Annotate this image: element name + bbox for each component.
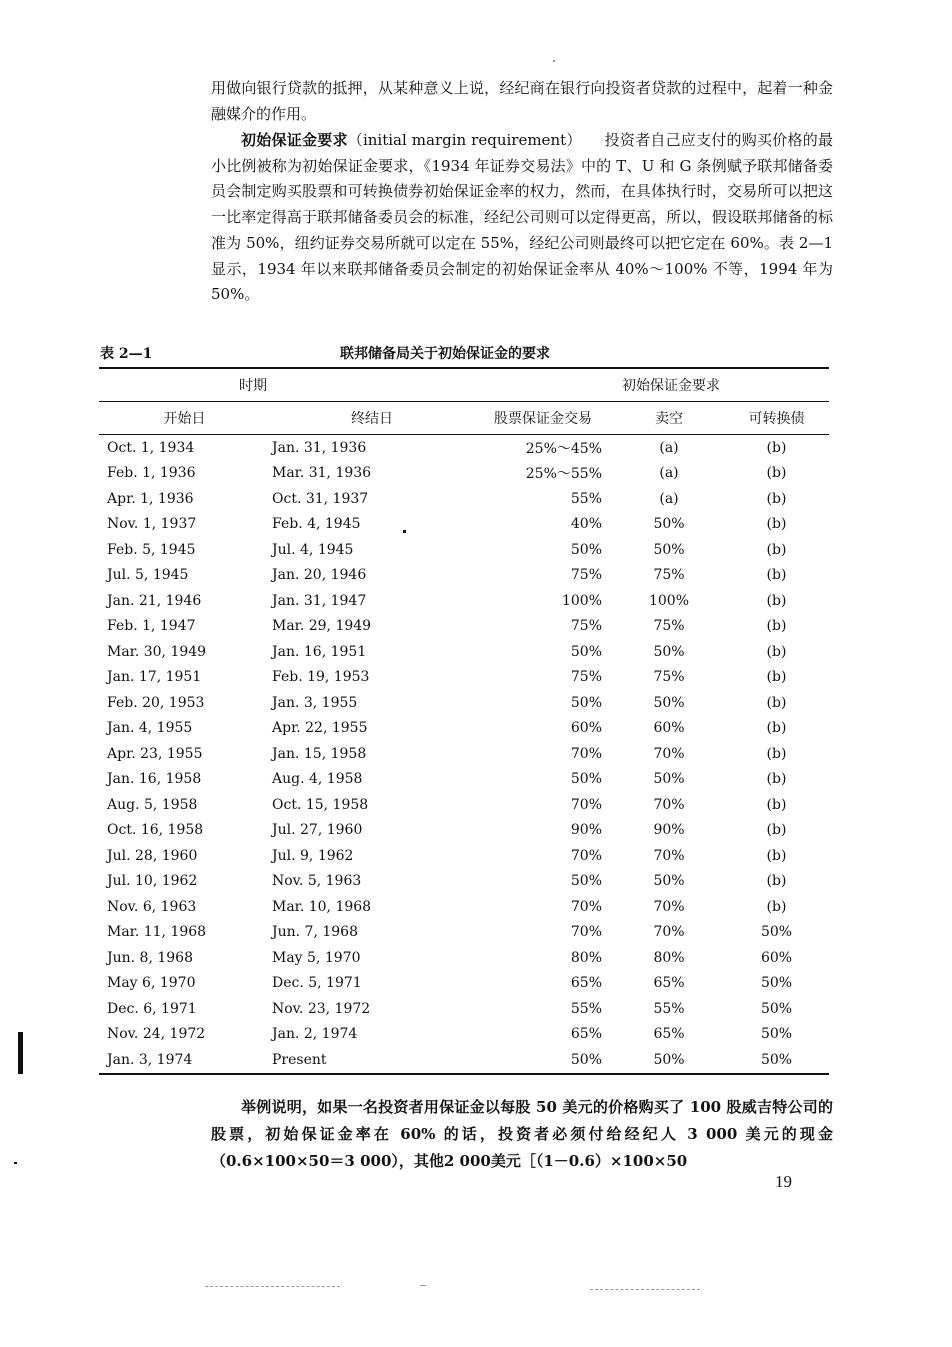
cell-start-date: Nov. 1, 1937 (107, 516, 197, 533)
cell-convertible: (b) (766, 567, 787, 584)
table-row (99, 996, 829, 1022)
column-header-start-date: 开始日 (99, 402, 262, 435)
cell-end-date: May 5, 1970 (272, 949, 361, 966)
table-row (99, 563, 829, 589)
scan-artifact-line (420, 1285, 426, 1287)
cell-margin-stock: 90% (570, 822, 602, 839)
cell-start-date: May 6, 1970 (107, 975, 196, 992)
table-number: 表 2—1 (100, 346, 153, 362)
cell-start-date: Jan. 16, 1958 (107, 771, 202, 788)
cell-end-date: Oct. 15, 1958 (272, 796, 369, 813)
cell-margin-stock: 50% (570, 771, 602, 788)
scan-artifact-bar (18, 1032, 23, 1074)
cell-convertible: 60% (760, 949, 793, 966)
cell-convertible: (b) (766, 694, 787, 711)
cell-end-date: Mar. 10, 1968 (272, 898, 372, 915)
cell-convertible: (b) (766, 465, 787, 482)
paragraph-2 (211, 128, 833, 308)
cell-margin-stock: 50% (570, 694, 602, 711)
scan-artifact-dot (14, 1162, 17, 1164)
table-row (99, 843, 829, 869)
cell-short-sale: 75% (653, 669, 685, 686)
cell-convertible: (b) (766, 898, 787, 915)
cell-margin-stock: 40% (570, 516, 602, 533)
cell-short-sale: 50% (653, 516, 685, 533)
cell-start-date: Jul. 5, 1945 (107, 567, 189, 584)
table-row (99, 1047, 829, 1074)
table-row (99, 1022, 829, 1048)
cell-start-date: Feb. 5, 1945 (107, 541, 196, 558)
cell-end-date: Jan. 3, 1955 (272, 694, 358, 711)
cell-margin-stock: 50% (570, 541, 602, 558)
cell-convertible: (b) (766, 669, 787, 686)
cell-margin-stock: 65% (570, 975, 602, 992)
table-row (99, 920, 829, 946)
table-row (99, 894, 829, 920)
cell-end-date: Present (262, 1047, 472, 1074)
cell-short-sale: 70% (653, 796, 685, 813)
cell-end-date: Jul. 9, 1962 (272, 847, 354, 864)
cell-margin-stock: 70% (570, 796, 602, 813)
cell-short-sale: 50% (653, 541, 685, 558)
cell-convertible: (b) (766, 873, 787, 890)
column-header-end-date: 终结日 (262, 402, 472, 435)
cell-short-sale: 70% (653, 847, 685, 864)
table-row (99, 945, 829, 971)
cell-end-date: Mar. 31, 1936 (272, 465, 372, 482)
cell-margin-stock: 55% (570, 490, 602, 507)
cell-convertible: (b) (766, 720, 787, 737)
cell-margin-stock: 100% (561, 592, 602, 609)
cell-end-date: Jan. 31, 1947 (272, 592, 367, 609)
cell-start-date: Jan. 21, 1946 (107, 592, 202, 609)
cell-short-sale: 70% (653, 898, 685, 915)
table-row (99, 665, 829, 691)
cell-end-date: Dec. 5, 1971 (272, 975, 362, 992)
table-row (99, 792, 829, 818)
scan-artifact-dot (403, 530, 406, 533)
table-row (99, 588, 829, 614)
table-row (99, 461, 829, 487)
cell-margin-stock: 80% (570, 949, 602, 966)
scan-artifact-line (205, 1286, 340, 1288)
column-header-margin-stock: 股票保证金交易 (472, 402, 614, 435)
cell-margin-stock: 75% (570, 567, 602, 584)
cell-short-sale: (a) (659, 490, 679, 507)
cell-convertible: (b) (766, 439, 787, 456)
cell-convertible: (b) (766, 771, 787, 788)
scan-artifact-line (590, 1289, 700, 1291)
table-row (99, 512, 829, 538)
cell-start-date: Feb. 1, 1947 (107, 618, 196, 635)
cell-start-date: Dec. 6, 1971 (107, 1000, 197, 1017)
cell-convertible: (b) (766, 745, 787, 762)
cell-convertible: (b) (766, 490, 787, 507)
cell-convertible: (b) (766, 516, 787, 533)
cell-convertible: (b) (766, 643, 787, 660)
table-group-header-row (99, 368, 829, 402)
cell-start-date: Apr. 23, 1955 (107, 745, 203, 762)
cell-margin-stock: 70% (570, 745, 602, 762)
cell-start-date: Oct. 1, 1934 (107, 439, 195, 456)
cell-short-sale: 60% (653, 720, 685, 737)
cell-start-date: Apr. 1, 1936 (107, 490, 194, 507)
cell-margin-stock: 60% (570, 720, 602, 737)
cell-end-date: Jan. 31, 1936 (272, 439, 367, 456)
cell-convertible: 50% (760, 924, 793, 941)
cell-end-date: Oct. 31, 1937 (272, 490, 369, 507)
cell-start-date: Aug. 5, 1958 (107, 796, 198, 813)
cell-margin-stock: 25%～55% (525, 466, 602, 483)
cell-end-date: Feb. 4, 1945 (272, 516, 361, 533)
table-row (99, 741, 829, 767)
cell-short-sale: 65% (653, 975, 685, 992)
table-row (99, 639, 829, 665)
cell-end-date: Mar. 29, 1949 (272, 618, 372, 635)
cell-short-sale: 65% (653, 1026, 685, 1043)
cell-end-date: Nov. 5, 1963 (272, 873, 362, 890)
cell-short-sale: (a) (659, 439, 679, 456)
cell-margin-stock: 70% (570, 847, 602, 864)
cell-short-sale: 100% (648, 592, 690, 609)
group-header-requirement: 初始保证金要求 (472, 368, 829, 402)
cell-short-sale: 55% (653, 1000, 685, 1017)
cell-short-sale: 70% (653, 745, 685, 762)
cell-margin-stock: 50% (570, 873, 602, 890)
cell-end-date: Nov. 23, 1972 (272, 1000, 371, 1017)
cell-end-date: Jan. 2, 1974 (272, 1026, 358, 1043)
cell-start-date: Nov. 6, 1963 (107, 898, 197, 915)
cell-start-date: Jun. 8, 1968 (107, 949, 193, 966)
cell-margin-stock: 75% (570, 669, 602, 686)
cell-convertible: 50% (760, 975, 793, 992)
cell-margin-stock: 25%～45% (525, 440, 602, 457)
cell-short-sale: (a) (659, 465, 679, 482)
table-row (99, 537, 829, 563)
cell-short-sale: 70% (653, 924, 685, 941)
cell-convertible: 50% (724, 1047, 829, 1074)
cell-end-date: Jul. 27, 1960 (272, 822, 363, 839)
cell-short-sale: 50% (653, 643, 685, 660)
table-row (99, 971, 829, 997)
cell-convertible: (b) (766, 592, 787, 609)
cell-convertible: 50% (760, 1026, 793, 1043)
paragraph-3: 举例说明，如果一名投资者用保证金以每股 50 美元的价格购买了 100 股威吉特公司的股票，初始保证金率在 60% 的话，投资者必须付给经纪人 3 000 美元的现金（0.6×100×50＝3 000），其他2 000美元［（1－0.6）×100×50 (211, 1098, 833, 1170)
paragraph-1: 用做向银行贷款的抵押，从某种意义上说，经纪商在银行向投资者贷款的过程中，起着一种金融媒介的作用。 (211, 79, 833, 123)
cell-margin-stock: 55% (570, 1000, 602, 1017)
table-row (99, 767, 829, 793)
group-header-period: 时期 (99, 368, 472, 402)
cell-start-date: Jul. 10, 1962 (107, 873, 198, 890)
column-header-short-sale: 卖空 (614, 402, 724, 435)
page-number: 19 (775, 1172, 792, 1191)
cell-end-date: Jan. 15, 1958 (272, 745, 367, 762)
scan-artifact-dot (553, 60, 555, 62)
cell-end-date: Jan. 20, 1946 (272, 567, 367, 584)
cell-start-date: Mar. 11, 1968 (107, 924, 207, 941)
cell-short-sale: 50% (653, 771, 685, 788)
cell-margin-stock: 70% (570, 898, 602, 915)
cell-margin-stock: 50% (570, 643, 602, 660)
cell-short-sale: 50% (614, 1047, 724, 1074)
cell-convertible: 50% (760, 1000, 793, 1017)
table-row (99, 486, 829, 512)
cell-end-date: Jul. 4, 1945 (272, 541, 354, 558)
cell-convertible: (b) (766, 618, 787, 635)
table-row (99, 614, 829, 640)
cell-short-sale: 75% (653, 618, 685, 635)
table-row (99, 435, 829, 461)
table-row (99, 690, 829, 716)
cell-margin-stock: 70% (570, 924, 602, 941)
column-header-convertible: 可转换债 (724, 402, 829, 435)
cell-margin-stock: 65% (570, 1026, 602, 1043)
term-initial-margin: 初始保证金要求 (241, 131, 348, 149)
cell-convertible: (b) (766, 796, 787, 813)
table-body (99, 435, 829, 1074)
cell-end-date: Aug. 4, 1958 (272, 771, 363, 788)
cell-start-date: Jan. 4, 1955 (107, 720, 193, 737)
cell-end-date: Feb. 19, 1953 (272, 669, 370, 686)
cell-convertible: (b) (766, 822, 787, 839)
table-row (99, 716, 829, 742)
cell-start-date: Jan. 17, 1951 (107, 669, 202, 686)
margin-requirements-table (99, 367, 829, 1075)
table-column-header-row (99, 402, 829, 435)
table-row (99, 869, 829, 895)
cell-convertible: (b) (766, 541, 787, 558)
cell-start-date: Nov. 24, 1972 (107, 1026, 206, 1043)
cell-start-date: Jul. 28, 1960 (107, 847, 198, 864)
cell-start-date: Feb. 20, 1953 (107, 694, 205, 711)
paragraph-2-body: （initial margin requirement） 投资者自己应支付的购买价格的最小比例被称为初始保证金要求，《1934 年证券交易法》中的 T、U 和 G 条例赋予联邦储备委员会制定购买股票和可转换债券初始保证金率的权力，然而，在具体执行时，交易所可以把这一比率定得高于联邦储备委员会的标准，经纪公司则可以定得更高，所以，假设联邦储备的标准为 50%，纽约证券交易所就可以定在 55%，经纪公司则最终可以把它定在 60%。表 2—1 显示，1934 年以来联邦储备委员会制定的初始保证金率从 40%～100% 不等，1994 年为 50%。 (211, 131, 833, 304)
cell-end-date: Jun. 7, 1968 (272, 924, 358, 941)
table-row (99, 818, 829, 844)
cell-short-sale: 50% (653, 873, 685, 890)
cell-start-date: Mar. 30, 1949 (107, 643, 207, 660)
cell-start-date: Feb. 1, 1936 (107, 465, 196, 482)
cell-end-date: Jan. 16, 1951 (272, 643, 367, 660)
cell-convertible: (b) (766, 847, 787, 864)
cell-end-date: Apr. 22, 1955 (272, 720, 368, 737)
cell-short-sale: 80% (653, 949, 685, 966)
cell-start-date: Oct. 16, 1958 (107, 822, 204, 839)
cell-short-sale: 50% (653, 694, 685, 711)
cell-margin-stock: 75% (570, 618, 602, 635)
cell-short-sale: 90% (653, 822, 685, 839)
table-title: 联邦储备局关于初始保证金的要求 (340, 346, 550, 362)
cell-margin-stock: 50% (472, 1047, 614, 1074)
cell-start-date: Jan. 3, 1974 (99, 1047, 262, 1074)
cell-short-sale: 75% (653, 567, 685, 584)
